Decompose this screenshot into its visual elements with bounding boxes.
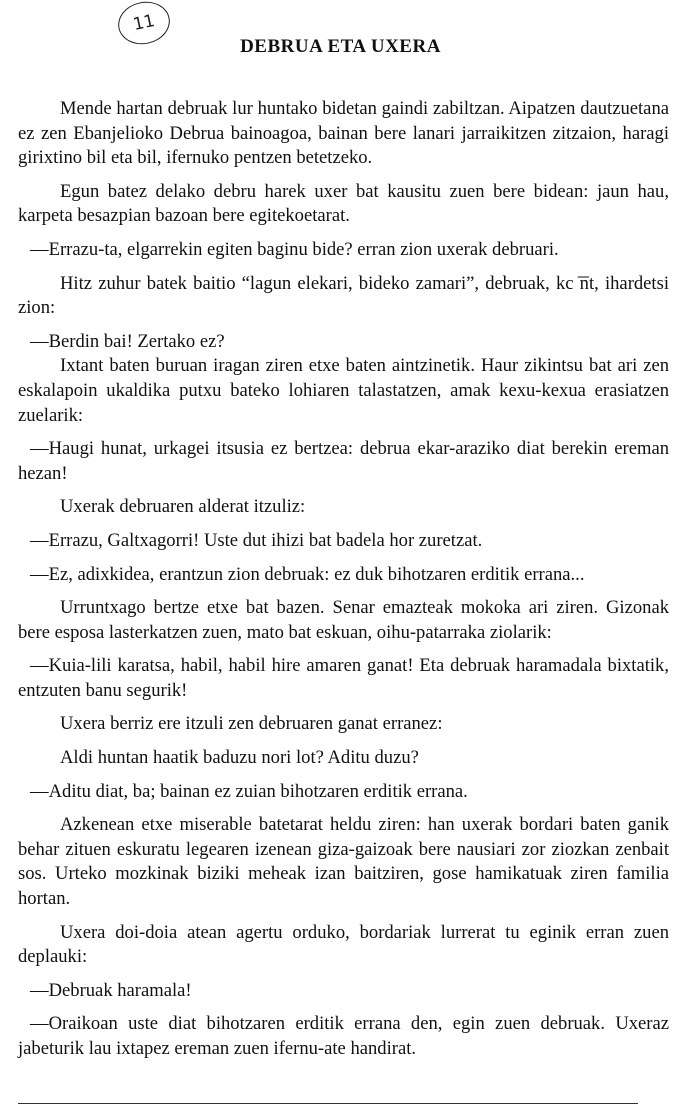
dialog-line: —Haugi hunat, urkagei itsusia ez bertzea: debrua ekar-araziko diat berekin ereman hezan!: [18, 438, 669, 484]
paragraph: Uxerak debruaren alderat itzuliz:: [60, 496, 306, 518]
dialog-line: —Berdin bai! Zertako ez?: [30, 330, 225, 352]
paragraph: Hitz zuhur batek baitio “lagun elekari, bideko zamari”, debruak, kc ͞nt, ihardetsi zion:: [18, 272, 669, 319]
paragraph: Azkenean etxe miserable batetarat heldu ziren: han uxerak bordari baten ganik behar zituen eskuratu legearen izenean giza-gaizoak bere nausiari zor ziozkan zenbait sos. Urteko mozkinak biziki meheak izan baitziren, gose hamikatuak ziren familia hortan.: [18, 814, 669, 910]
paragraph: Egun batez delako debru harek uxer bat kausitu zuen bere bidean: jaun hau, karpeta besazpian bazoan bere egitekoetarat.: [18, 180, 669, 227]
dialog-line: —Aditu diat, ba; bainan ez zuian bihotzaren erditik errana.: [30, 780, 468, 802]
page-title: DEBRUA ETA UXERA: [240, 36, 441, 57]
paragraph: Aldi huntan haatik baduzu nori lot? Aditu duzu?: [60, 747, 419, 769]
paragraph: Urruntxago bertze etxe bat bazen. Senar emazteak mokoka ari ziren. Gizonak bere esposa lasterkatzen zuen, mato bat eskuan, oihu-patarraka ziolarik:: [18, 597, 669, 643]
paragraph: Ixtant baten buruan iragan ziren etxe baten aintzinetik. Haur zikintsu bat ari zen eskalapoin ukaldika putxu bateko lohiaren talastatzen, amak kexu-kexua erasiatzen zuelarik:: [18, 355, 669, 426]
paragraph: Mende hartan debruak lur huntako bidetan gaindi zabiltzan. Aipatzen dautzuetana ez zen Ebanjelioko Debrua bainoagoa, bainan bere lanari jarraikitzen zitzaion, haragi girixtino bil eta bil, ifernuko pentzen betetzeko.: [18, 98, 669, 169]
underline-rule: [18, 1103, 638, 1104]
dialog-line: —Errazu, Galtxagorri! Uste dut ihizi bat badela hor zuretzat.: [30, 529, 483, 551]
page-number-circle: 11: [114, 0, 174, 49]
paragraph: Uxera doi-doia atean agertu orduko, bordariak lurrerat tu eginik erran zuen deplauki:: [18, 921, 669, 968]
dialog-line: —Debruak haramala!: [30, 979, 192, 1001]
dialog-line: —Oraikoan uste diat bihotzaren erditik errana den, egin zuen debruak. Uxeraz jabeturik lau ixtapez ereman zuen ifernu-ate handirat.: [18, 1013, 669, 1059]
dialog-line: —Ez, adixkidea, erantzun zion debruak: ez duk bihotzaren erditik errana...: [30, 563, 585, 585]
story-body: [18, 97, 669, 1071]
dialog-line: —Kuia-lili karatsa, habil, habil hire amaren ganat! Eta debruak haramadala bixtatik, entzuten banu segurik!: [18, 655, 669, 701]
dialog-line: —Errazu-ta, elgarrekin egiten baginu bide? erran zion uxerak debruari.: [30, 238, 559, 260]
paragraph: Uxera berriz ere itzuli zen debruaren ganat erranez:: [60, 713, 443, 735]
